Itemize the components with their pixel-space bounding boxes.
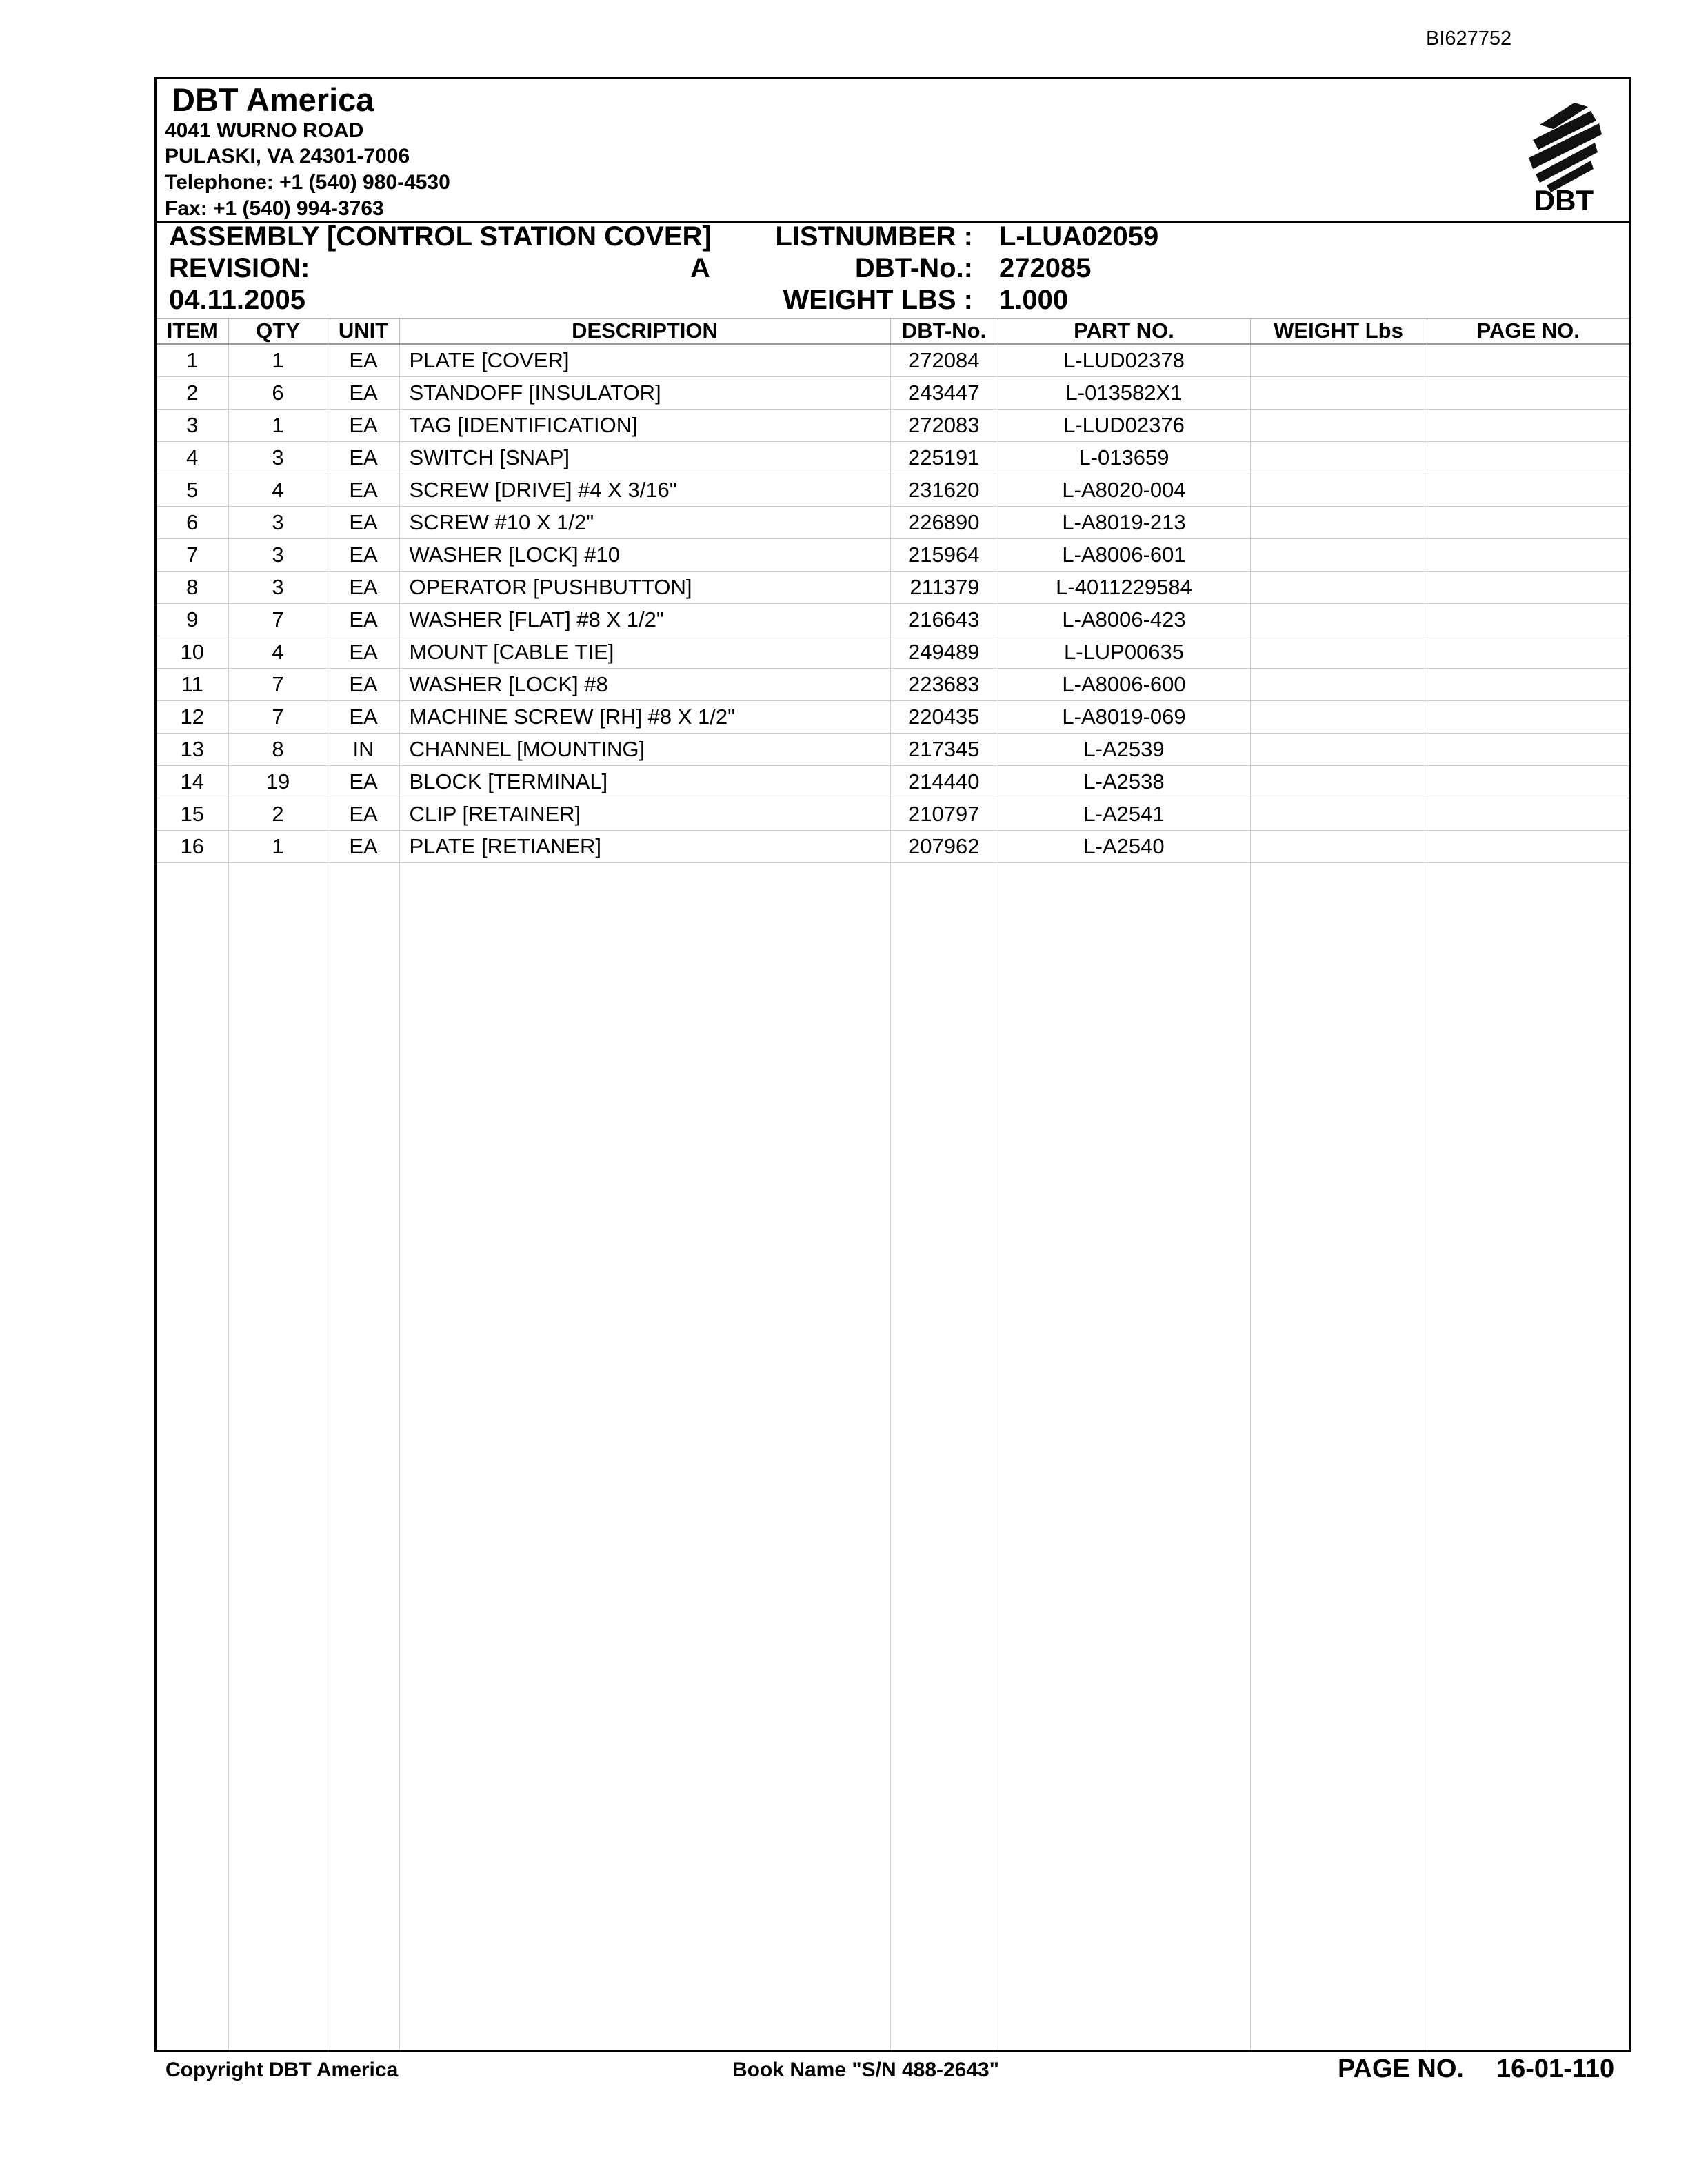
cell-page-no (1427, 442, 1629, 474)
revision-value: A (690, 253, 710, 283)
column-header-weight: WEIGHT Lbs (1250, 318, 1427, 345)
cell-qty: 4 (228, 474, 328, 507)
cell-part-no: L-013659 (998, 442, 1250, 474)
cell-part-no: L-A2538 (998, 766, 1250, 798)
cell-page-no (1427, 507, 1629, 539)
cell-item: 15 (157, 798, 228, 831)
table-row (157, 604, 1629, 636)
page-number-label: PAGE NO. (1338, 2054, 1464, 2083)
cell-weight (1250, 344, 1427, 377)
cell-item: 6 (157, 507, 228, 539)
cell-description: STANDOFF [INSULATOR] (399, 377, 890, 410)
cell-unit: EA (328, 344, 399, 377)
page-number-value: 16-01-110 (1496, 2054, 1615, 2083)
column-header-description: DESCRIPTION (399, 318, 890, 345)
cell-part-no: L-A8006-601 (998, 539, 1250, 572)
cell-part-no: L-A8019-069 (998, 701, 1250, 734)
copyright: Copyright DBT America (165, 2059, 399, 2081)
column-header-page-no: PAGE NO. (1427, 318, 1629, 345)
cell-part-no: L-A8006-600 (998, 669, 1250, 701)
cell-unit: EA (328, 604, 399, 636)
revision-label: REVISION: (169, 253, 310, 283)
assembly-date: 04.11.2005 (169, 285, 305, 315)
book-name: Book Name "S/N 488-2643" (732, 2059, 999, 2081)
dbt-logo-icon (1519, 97, 1609, 214)
cell-item: 9 (157, 604, 228, 636)
cell-item: 8 (157, 572, 228, 604)
cell-dbt-no: 207962 (890, 831, 998, 863)
column-header-qty: QTY (228, 318, 328, 345)
cell-qty: 1 (228, 410, 328, 442)
cell-weight (1250, 572, 1427, 604)
cell-page-no (1427, 831, 1629, 863)
cell-qty: 7 (228, 669, 328, 701)
column-header-item: ITEM (157, 318, 228, 345)
cell-weight (1250, 539, 1427, 572)
cell-dbt-no: 217345 (890, 734, 998, 766)
cell-weight (1250, 798, 1427, 831)
cell-part-no: L-A2540 (998, 831, 1250, 863)
cell-weight (1250, 701, 1427, 734)
cell-qty: 6 (228, 377, 328, 410)
cell-item: 11 (157, 669, 228, 701)
cell-dbt-no: 243447 (890, 377, 998, 410)
cell-page-no (1427, 734, 1629, 766)
cell-page-no (1427, 572, 1629, 604)
cell-dbt-no: 220435 (890, 701, 998, 734)
cell-part-no: L-A8006-423 (998, 604, 1250, 636)
cell-description: BLOCK [TERMINAL] (399, 766, 890, 798)
table-row (157, 572, 1629, 604)
cell-weight (1250, 507, 1427, 539)
table-row (157, 798, 1629, 831)
cell-qty: 3 (228, 507, 328, 539)
document-frame (154, 77, 1631, 2052)
address-line-2: PULASKI, VA 24301-7006 (165, 145, 410, 168)
cell-weight (1250, 410, 1427, 442)
table-row (157, 636, 1629, 669)
document-id: BI627752 (1426, 28, 1512, 50)
column-header-part-no: PART NO. (998, 318, 1250, 345)
cell-page-no (1427, 604, 1629, 636)
cell-description: SCREW #10 X 1/2" (399, 507, 890, 539)
cell-page-no (1427, 539, 1629, 572)
table-header-row (157, 318, 1629, 345)
address-line-1: 4041 WURNO ROAD (165, 119, 364, 142)
cell-item: 14 (157, 766, 228, 798)
cell-page-no (1427, 701, 1629, 734)
cell-description: PLATE [COVER] (399, 344, 890, 377)
telephone-line: Telephone: +1 (540) 980-4530 (165, 171, 450, 194)
cell-dbt-no: 216643 (890, 604, 998, 636)
cell-unit: EA (328, 507, 399, 539)
cell-item: 5 (157, 474, 228, 507)
table-row (157, 474, 1629, 507)
cell-unit: EA (328, 636, 399, 669)
weight-value: 1.000 (999, 285, 1069, 315)
table-row (157, 831, 1629, 863)
cell-dbt-no: 226890 (890, 507, 998, 539)
table-row (157, 344, 1629, 377)
cell-qty: 2 (228, 798, 328, 831)
cell-description: TAG [IDENTIFICATION] (399, 410, 890, 442)
cell-weight (1250, 636, 1427, 669)
cell-dbt-no: 272084 (890, 344, 998, 377)
cell-unit: EA (328, 798, 399, 831)
table-row (157, 377, 1629, 410)
cell-description: WASHER [FLAT] #8 X 1/2" (399, 604, 890, 636)
cell-description: SWITCH [SNAP] (399, 442, 890, 474)
cell-item: 12 (157, 701, 228, 734)
table-row (157, 701, 1629, 734)
table-row (157, 442, 1629, 474)
cell-unit: EA (328, 701, 399, 734)
cell-dbt-no: 211379 (890, 572, 998, 604)
column-header-dbt-no: DBT-No. (890, 318, 998, 345)
cell-qty: 19 (228, 766, 328, 798)
cell-page-no (1427, 377, 1629, 410)
cell-unit: EA (328, 572, 399, 604)
cell-dbt-no: 223683 (890, 669, 998, 701)
cell-description: WASHER [LOCK] #10 (399, 539, 890, 572)
cell-qty: 3 (228, 539, 328, 572)
cell-weight (1250, 766, 1427, 798)
cell-qty: 7 (228, 604, 328, 636)
cell-part-no: L-A2539 (998, 734, 1250, 766)
cell-description: CLIP [RETAINER] (399, 798, 890, 831)
cell-item: 4 (157, 442, 228, 474)
table-row (157, 410, 1629, 442)
cell-unit: EA (328, 539, 399, 572)
cell-description: MACHINE SCREW [RH] #8 X 1/2" (399, 701, 890, 734)
cell-qty: 1 (228, 344, 328, 377)
cell-unit: EA (328, 377, 399, 410)
table-body (157, 344, 1629, 863)
cell-weight (1250, 831, 1427, 863)
fax-line: Fax: +1 (540) 994-3763 (165, 197, 384, 220)
cell-item: 13 (157, 734, 228, 766)
cell-part-no: L-4011229584 (998, 572, 1250, 604)
company-header (157, 79, 1629, 223)
weight-label: WEIGHT LBS : (783, 285, 973, 315)
cell-weight (1250, 377, 1427, 410)
cell-unit: EA (328, 831, 399, 863)
cell-unit: EA (328, 669, 399, 701)
dbtno-value: 272085 (999, 253, 1092, 283)
company-name: DBT America (172, 81, 374, 118)
logo-text: DBT (1534, 184, 1594, 214)
cell-item: 3 (157, 410, 228, 442)
cell-description: OPERATOR [PUSHBUTTON] (399, 572, 890, 604)
cell-weight (1250, 734, 1427, 766)
cell-page-no (1427, 636, 1629, 669)
cell-part-no: L-LUD02376 (998, 410, 1250, 442)
cell-qty: 3 (228, 572, 328, 604)
cell-page-no (1427, 669, 1629, 701)
table-row (157, 766, 1629, 798)
cell-dbt-no: 210797 (890, 798, 998, 831)
cell-weight (1250, 442, 1427, 474)
cell-item: 7 (157, 539, 228, 572)
cell-dbt-no: 215964 (890, 539, 998, 572)
cell-page-no (1427, 410, 1629, 442)
cell-item: 2 (157, 377, 228, 410)
cell-dbt-no: 249489 (890, 636, 998, 669)
cell-qty: 8 (228, 734, 328, 766)
cell-qty: 3 (228, 442, 328, 474)
cell-part-no: L-LUP00635 (998, 636, 1250, 669)
cell-item: 1 (157, 344, 228, 377)
cell-part-no: L-LUD02378 (998, 344, 1250, 377)
cell-page-no (1427, 344, 1629, 377)
cell-dbt-no: 272083 (890, 410, 998, 442)
cell-part-no: L-A2541 (998, 798, 1250, 831)
cell-part-no: L-013582X1 (998, 377, 1250, 410)
column-header-unit: UNIT (328, 318, 399, 345)
cell-item: 10 (157, 636, 228, 669)
assembly-title: ASSEMBLY [CONTROL STATION COVER] (169, 221, 712, 252)
parts-table-container (157, 318, 1629, 863)
cell-unit: EA (328, 442, 399, 474)
table-row (157, 507, 1629, 539)
parts-table (157, 318, 1629, 863)
cell-qty: 7 (228, 701, 328, 734)
cell-page-no (1427, 766, 1629, 798)
cell-unit: IN (328, 734, 399, 766)
cell-page-no (1427, 474, 1629, 507)
cell-description: MOUNT [CABLE TIE] (399, 636, 890, 669)
cell-dbt-no: 214440 (890, 766, 998, 798)
cell-description: CHANNEL [MOUNTING] (399, 734, 890, 766)
cell-unit: EA (328, 766, 399, 798)
table-row (157, 734, 1629, 766)
cell-unit: EA (328, 474, 399, 507)
dbtno-label: DBT-No.: (854, 253, 973, 283)
cell-description: PLATE [RETIANER] (399, 831, 890, 863)
listnumber-value: L-LUA02059 (999, 221, 1159, 252)
cell-item: 16 (157, 831, 228, 863)
cell-part-no: L-A8019-213 (998, 507, 1250, 539)
cell-qty: 4 (228, 636, 328, 669)
cell-weight (1250, 474, 1427, 507)
cell-dbt-no: 225191 (890, 442, 998, 474)
cell-page-no (1427, 798, 1629, 831)
cell-description: WASHER [LOCK] #8 (399, 669, 890, 701)
cell-qty: 1 (228, 831, 328, 863)
cell-weight (1250, 669, 1427, 701)
listnumber-label: LISTNUMBER : (775, 221, 973, 252)
cell-description: SCREW [DRIVE] #4 X 3/16" (399, 474, 890, 507)
cell-dbt-no: 231620 (890, 474, 998, 507)
cell-part-no: L-A8020-004 (998, 474, 1250, 507)
table-row (157, 539, 1629, 572)
table-row (157, 669, 1629, 701)
cell-weight (1250, 604, 1427, 636)
cell-unit: EA (328, 410, 399, 442)
